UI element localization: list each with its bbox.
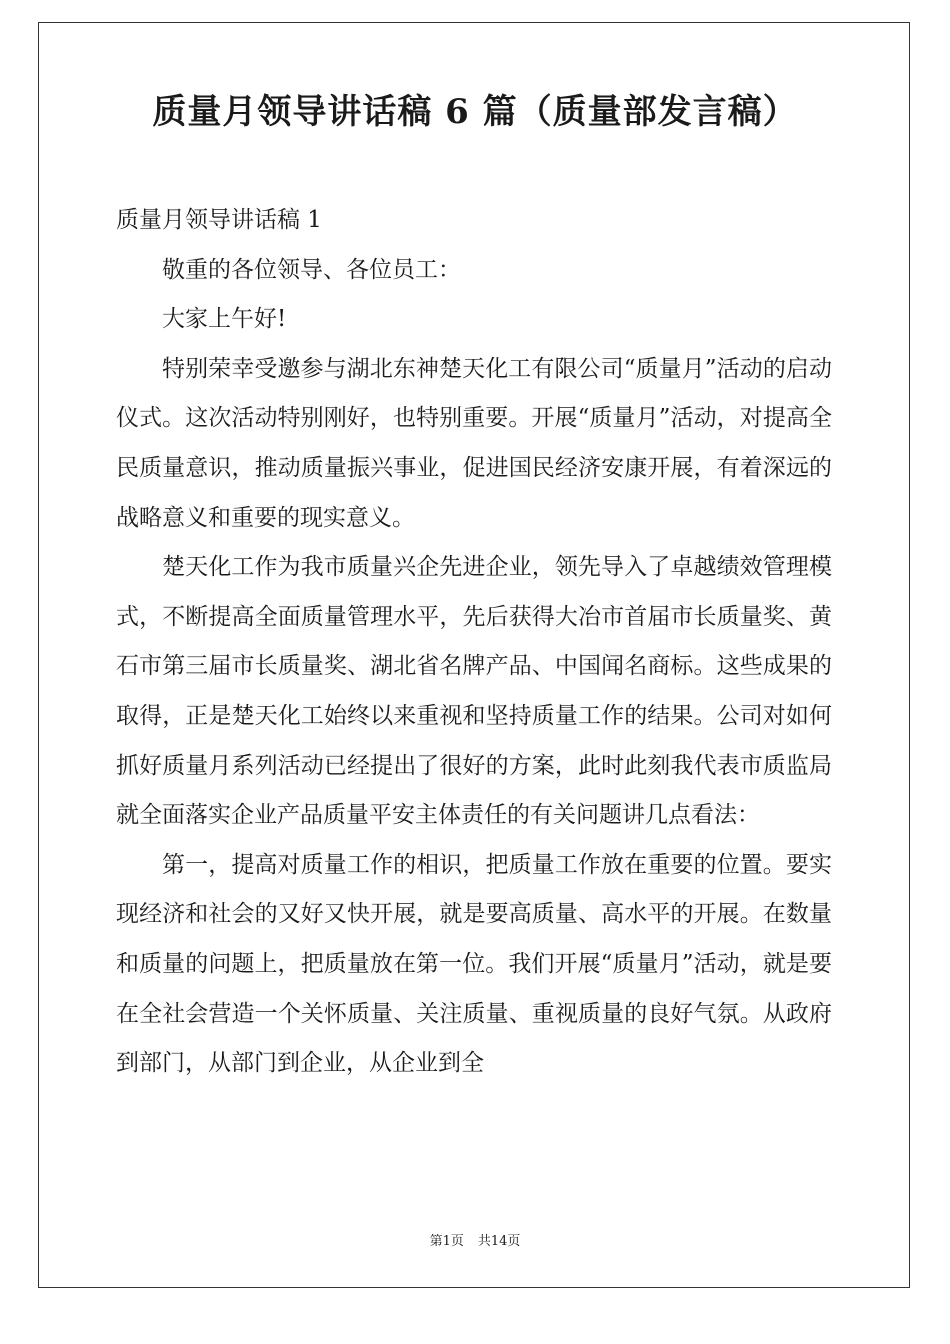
page-footer (0, 1232, 950, 1252)
salutation-paragraph: 敬重的各位领导、各位员工： (162, 256, 461, 283)
body-paragraph: 楚天化工作为我市质量兴企先进企业，领先导入了卓越绩效管理模式，不断提高全面质量管理水平，先后获得大冶市首届市长质量奖、黄石市第三届市长质量奖、湖北省名牌产品、中国闻名商标。这些成果的取得，正是楚天化工始终以来重视和坚持质量工作的结果。公司对如何抓好质量月系列活动已经提出了很好的方案，此时此刻我代表市质监局就全面落实企业产品质量平安主体责任的有关问题讲几点看法： (116, 554, 832, 829)
body-paragraph: 第一，提高对质量工作的相识，把质量工作放在重要的位置。要实现经济和社会的又好又快开展，就是要高质量、高水平的开展。在数量和质量的问题上，把质量放在第一位。我们开展“质量月”活动，就是要在全社会营造一个关怀质量、关注质量、重视质量的良好气氛。从政府到部门，从部门到企业，从企业到全 (116, 851, 832, 1077)
body-paragraph: 特别荣幸受邀参与湖北东神楚天化工有限公司“质量月”活动的启动仪式。这次活动特别刚好，也特别重要。开展“质量月”活动，对提高全民质量意识，推动质量振兴事业，促进国民经济安康开展，有着深远的战略意义和重要的现实意义。 (116, 355, 832, 531)
page-number: 第1页 (429, 1234, 464, 1249)
document-title: 质量月领导讲话稿 6 篇（质量部发言稿） (152, 92, 798, 132)
section-heading: 质量月领导讲话稿 1 (116, 207, 322, 233)
document-body (116, 196, 832, 1089)
greeting-paragraph: 大家上午好! (162, 306, 287, 333)
page-total: 共14页 (477, 1234, 521, 1249)
